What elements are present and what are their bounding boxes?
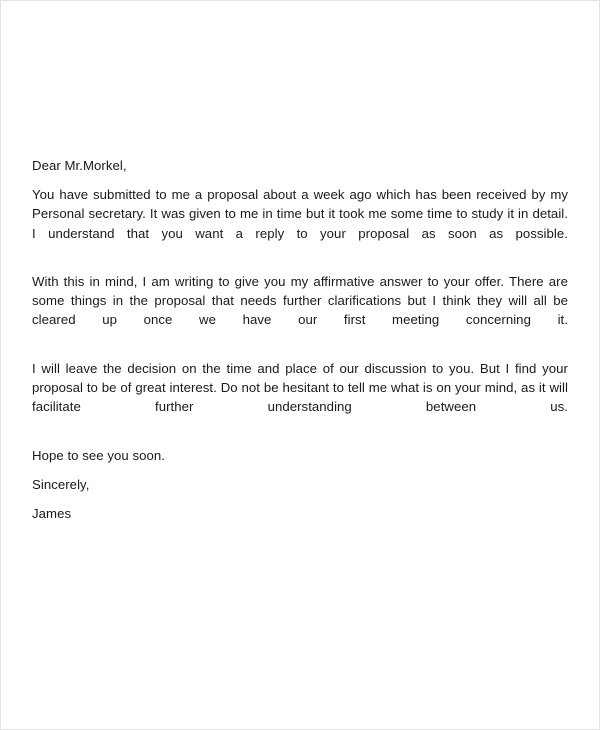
letter-greeting: Dear Mr.Morkel, [32, 158, 127, 173]
letter-closing-line-1: Hope to see you soon. [32, 447, 166, 463]
letter-body [32, 156, 568, 523]
letter-signature: James [32, 506, 72, 522]
letter-paragraph-3: I will leave the decision on the time and place of our discussion to you. But I find your proposal to be of great interest. Do not be hesitant to tell me what is on your mind, as it will facilitate further understanding between us. [32, 360, 568, 415]
letter-paragraph-2: With this in mind, I am writing to give you my affirmative answer to your offer. There are some things in the proposal that needs further clarifications but I think they will all be cleared up once we have our first meeting concerning it. [32, 274, 568, 328]
letter-closing-line-2: Sincerely, [32, 476, 90, 492]
letter-paragraph-1: You have submitted to me a proposal about a week ago which has been received by my Personal secretary. It was given to me in time but it took me some time to study it in detail. I understand that you want a reply to your proposal as soon as possible. [32, 187, 568, 241]
